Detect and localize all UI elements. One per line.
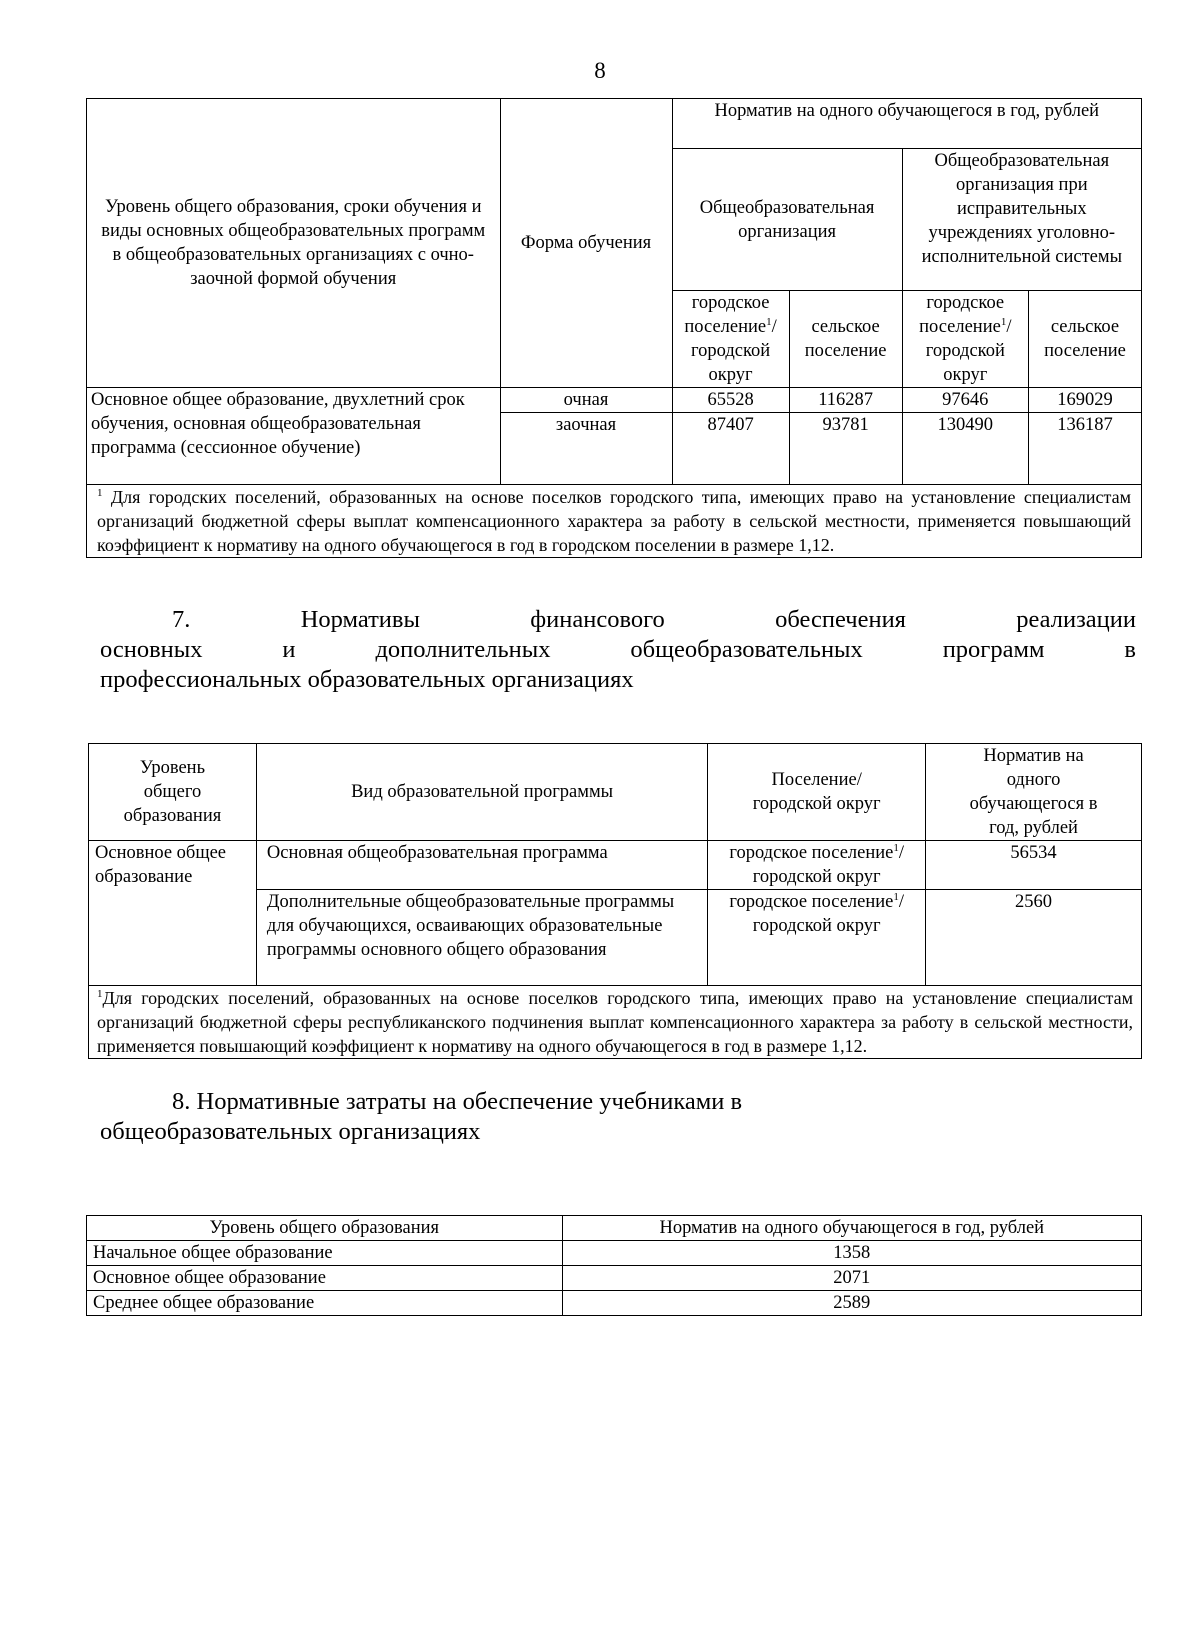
header-rural-2: сельское поселение [1029, 291, 1142, 388]
professional-normatives-table [88, 743, 1142, 1059]
footnote-mark: 1 [97, 988, 103, 1000]
header-urban-2 [902, 291, 1028, 388]
t3-value: 2071 [562, 1266, 1141, 1291]
section-7-line-3: профессиональных образовательных организациях [100, 666, 634, 693]
footnote-mark: 1 [97, 487, 103, 499]
header-rural-1: сельское поселение [789, 291, 902, 388]
page-number: 8 [594, 58, 606, 83]
row-level: Основное общее образование, двухлетний срок обучения, основная общеобразовательная программа (сессионное обучение) [87, 388, 501, 485]
t3-level: Среднее общее образование [87, 1291, 563, 1316]
section-8-line-1: 8. Нормативные затраты на обеспечение учебниками в [172, 1088, 743, 1115]
t3-level: Основное общее образование [87, 1266, 563, 1291]
header-urban-1 [672, 291, 789, 388]
value-cell: 136187 [1029, 413, 1142, 485]
section-8-line-2: общеобразовательных организациях [100, 1118, 481, 1145]
t3-level: Начальное общее образование [87, 1241, 563, 1266]
t3-header-normative: Норматив на одного обучающегося в год, рублей [562, 1216, 1141, 1241]
section-8-title [100, 1087, 1136, 1147]
value-cell: 169029 [1029, 388, 1142, 413]
section-7-line-2: основных и дополнительных общеобразовательных программ в [100, 636, 1136, 663]
t3-value: 2589 [562, 1291, 1141, 1316]
t2-header-settlement: Поселение/ городской округ [708, 744, 926, 841]
value-cell: 65528 [672, 388, 789, 413]
header-org-correctional: Общеобразовательная организация при исправительных учреждениях уголовно-исполнительной системы [902, 149, 1141, 291]
value-cell: 97646 [902, 388, 1028, 413]
t2-value: 2560 [926, 890, 1142, 986]
footnote-ref: 1 [1000, 315, 1007, 328]
footnote-text: Для городских поселений, образованных на основе поселков городского типа, имеющих право на установление специалистам организаций бюджетной сферы выплат компенсационного характера за работу в сельской местности, применяется повышающий коэффициент к нормативу на одного обучающегося в год в городском поселении в размере 1,12. [97, 487, 1131, 555]
urban-1-tail: / городской округ [690, 317, 777, 385]
header-form: Форма обучения [500, 99, 672, 388]
settlement-tail: / городской округ [752, 843, 905, 887]
t2-settlement [708, 841, 926, 890]
section-7-line-1: 7. Нормативы финансового обеспечения реализации [172, 606, 1136, 633]
settlement-text: городское поселение [729, 892, 894, 912]
form-cell: заочная [500, 413, 672, 485]
settlement-tail: / городской округ [752, 892, 905, 936]
t2-header-program: Вид образовательной программы [256, 744, 707, 841]
settlement-text: городское поселение [729, 843, 894, 863]
form-cell: очная [500, 388, 672, 413]
t2-program: Основная общеобразовательная программа [256, 841, 707, 890]
footnote-ref: 1 [893, 841, 899, 854]
t2-settlement [708, 890, 926, 986]
textbook-costs-table [86, 1215, 1142, 1316]
value-cell: 93781 [789, 413, 902, 485]
urban-2-tail: / городской округ [925, 317, 1012, 385]
t3-value: 1358 [562, 1241, 1141, 1266]
table2-footnote [89, 986, 1142, 1059]
header-normative: Норматив на одного обучающегося в год, рублей [672, 99, 1141, 149]
t2-header-level: Уровень общего образования [89, 744, 257, 841]
header-level: Уровень общего образования, сроки обучения и виды основных общеобразовательных программ в общеобразовательных организациях с очно-заочной формой обучения [87, 99, 501, 388]
footnote-ref: 1 [893, 890, 899, 903]
value-cell: 116287 [789, 388, 902, 413]
footnote-text: Для городских поселений, образованных на основе поселков городского типа, имеющих право на установление специалистам организаций бюджетной сферы республиканского подчинения выплат компенсационного характера за работу в сельской местности, применяется повышающий коэффициент к нормативу на одного обучающегося в год в размере 1,12. [97, 988, 1133, 1056]
footnote-ref: 1 [766, 315, 772, 328]
t2-level: Основное общее образование [89, 841, 257, 986]
t2-program: Дополнительные общеобразовательные программы для обучающихся, осваивающих образовательные программы основного общего образования [256, 890, 707, 986]
normatives-table-part-time [86, 98, 1142, 558]
t2-header-normative: Норматив на одного обучающегося в год, рублей [926, 744, 1142, 841]
table1-footnote [87, 485, 1142, 558]
header-org-general: Общеобразовательная организация [672, 149, 902, 291]
value-cell: 87407 [672, 413, 789, 485]
t3-header-level: Уровень общего образования [87, 1216, 563, 1241]
urban-1-text: городское поселение [684, 293, 770, 337]
section-7-title [100, 605, 1136, 695]
t2-value: 56534 [926, 841, 1142, 890]
value-cell: 130490 [902, 413, 1028, 485]
urban-2-text: городское поселение [919, 293, 1005, 337]
